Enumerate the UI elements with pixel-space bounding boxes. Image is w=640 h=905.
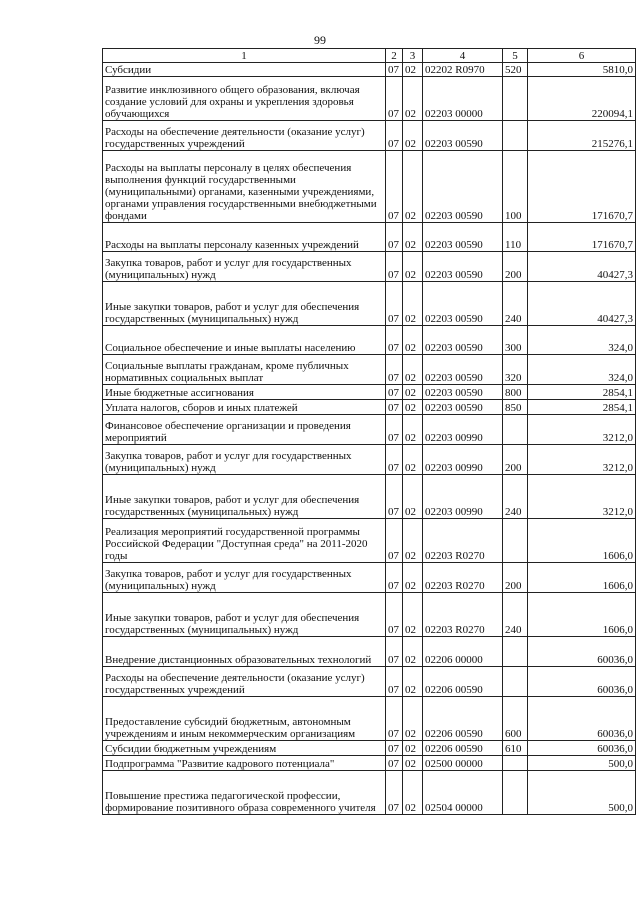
row-subsection: 02 <box>403 121 423 151</box>
table-row <box>103 282 636 326</box>
row-expense-type: 610 <box>503 741 528 756</box>
row-section: 07 <box>386 121 403 151</box>
row-expense-type <box>503 415 528 445</box>
row-expense-type: 850 <box>503 400 528 415</box>
table-row <box>103 326 636 355</box>
row-subsection: 02 <box>403 445 423 475</box>
row-subsection: 02 <box>403 282 423 326</box>
row-name: Расходы на выплаты персоналу в целях обеспечения выполнения функций государственными (муниципальными) органами, казенными учреждениями, органами управления государственными внебюджетными фондами <box>103 151 386 223</box>
row-expense-type: 600 <box>503 697 528 741</box>
row-amount: 60036,0 <box>528 741 636 756</box>
row-subsection: 02 <box>403 63 423 77</box>
row-subsection: 02 <box>403 151 423 223</box>
row-amount: 215276,1 <box>528 121 636 151</box>
row-target-article: 02504 00000 <box>423 771 503 815</box>
row-subsection: 02 <box>403 223 423 252</box>
row-target-article: 02203 00990 <box>423 475 503 519</box>
header-target-article: 4 <box>423 49 503 63</box>
row-section: 07 <box>386 697 403 741</box>
row-section: 07 <box>386 252 403 282</box>
row-target-article: 02203 R0270 <box>423 519 503 563</box>
row-expense-type <box>503 77 528 121</box>
row-expense-type <box>503 637 528 667</box>
row-name: Социальное обеспечение и иные выплаты населению <box>103 326 386 355</box>
row-section: 07 <box>386 637 403 667</box>
row-expense-type <box>503 667 528 697</box>
row-expense-type <box>503 771 528 815</box>
row-section: 07 <box>386 445 403 475</box>
header-row <box>103 49 636 63</box>
row-amount: 1606,0 <box>528 563 636 593</box>
row-amount: 2854,1 <box>528 400 636 415</box>
row-amount: 5810,0 <box>528 63 636 77</box>
row-amount: 3212,0 <box>528 445 636 475</box>
table-row <box>103 445 636 475</box>
row-subsection: 02 <box>403 400 423 415</box>
row-target-article: 02203 00590 <box>423 400 503 415</box>
row-name: Предоставление субсидий бюджетным, автономным учреждениям и иным некоммерческим организациям <box>103 697 386 741</box>
row-section: 07 <box>386 326 403 355</box>
table-row <box>103 637 636 667</box>
row-amount: 324,0 <box>528 355 636 385</box>
row-amount: 220094,1 <box>528 77 636 121</box>
table-row <box>103 593 636 637</box>
table-row <box>103 223 636 252</box>
row-subsection: 02 <box>403 77 423 121</box>
row-subsection: 02 <box>403 475 423 519</box>
row-subsection: 02 <box>403 756 423 771</box>
row-target-article: 02203 00590 <box>423 282 503 326</box>
row-expense-type: 200 <box>503 252 528 282</box>
table-row <box>103 252 636 282</box>
header-subsection: 3 <box>403 49 423 63</box>
row-target-article: 02203 R0270 <box>423 563 503 593</box>
row-section: 07 <box>386 223 403 252</box>
row-target-article: 02203 R0270 <box>423 593 503 637</box>
row-amount: 60036,0 <box>528 667 636 697</box>
row-target-article: 02203 00990 <box>423 445 503 475</box>
row-amount: 500,0 <box>528 771 636 815</box>
header-amount: 6 <box>528 49 636 63</box>
row-section: 07 <box>386 355 403 385</box>
row-expense-type: 240 <box>503 593 528 637</box>
table-row <box>103 667 636 697</box>
table-body <box>103 63 636 815</box>
table-row <box>103 756 636 771</box>
row-section: 07 <box>386 519 403 563</box>
table-row <box>103 771 636 815</box>
table-row <box>103 400 636 415</box>
row-expense-type: 800 <box>503 385 528 400</box>
row-amount: 324,0 <box>528 326 636 355</box>
row-name: Иные закупки товаров, работ и услуг для обеспечения государственных (муниципальных) нужд <box>103 593 386 637</box>
row-target-article: 02203 00990 <box>423 415 503 445</box>
table-row <box>103 355 636 385</box>
table-row <box>103 475 636 519</box>
row-name: Развитие инклюзивного общего образования, включая создание условий для охраны и укрепления здоровья обучающихся <box>103 77 386 121</box>
row-name: Субсидии бюджетным учреждениям <box>103 741 386 756</box>
header-section: 2 <box>386 49 403 63</box>
row-amount: 500,0 <box>528 756 636 771</box>
row-subsection: 02 <box>403 385 423 400</box>
row-subsection: 02 <box>403 519 423 563</box>
table-row <box>103 77 636 121</box>
row-section: 07 <box>386 771 403 815</box>
row-amount: 171670,7 <box>528 223 636 252</box>
table-row <box>103 63 636 77</box>
table-row <box>103 385 636 400</box>
row-amount: 171670,7 <box>528 151 636 223</box>
table-row <box>103 151 636 223</box>
row-expense-type <box>503 756 528 771</box>
row-expense-type: 200 <box>503 445 528 475</box>
row-name: Подпрограмма "Развитие кадрового потенциала" <box>103 756 386 771</box>
row-expense-type: 100 <box>503 151 528 223</box>
row-section: 07 <box>386 385 403 400</box>
page-number: 99 <box>314 33 326 47</box>
row-expense-type: 110 <box>503 223 528 252</box>
row-subsection: 02 <box>403 593 423 637</box>
row-subsection: 02 <box>403 741 423 756</box>
row-amount: 3212,0 <box>528 415 636 445</box>
row-section: 07 <box>386 593 403 637</box>
row-subsection: 02 <box>403 326 423 355</box>
row-subsection: 02 <box>403 771 423 815</box>
row-amount: 2854,1 <box>528 385 636 400</box>
row-section: 07 <box>386 415 403 445</box>
row-target-article: 02203 00590 <box>423 252 503 282</box>
row-target-article: 02203 00590 <box>423 385 503 400</box>
row-target-article: 02203 00590 <box>423 223 503 252</box>
row-name: Иные закупки товаров, работ и услуг для обеспечения государственных (муниципальных) нужд <box>103 282 386 326</box>
row-name: Реализация мероприятий государственной программы Российской Федерации "Доступная среда" на 2011-2020 годы <box>103 519 386 563</box>
row-section: 07 <box>386 77 403 121</box>
row-name: Расходы на выплаты персоналу казенных учреждений <box>103 223 386 252</box>
row-name: Внедрение дистанционных образовательных технологий <box>103 637 386 667</box>
row-section: 07 <box>386 756 403 771</box>
row-section: 07 <box>386 282 403 326</box>
row-amount: 3212,0 <box>528 475 636 519</box>
row-subsection: 02 <box>403 563 423 593</box>
row-subsection: 02 <box>403 252 423 282</box>
row-target-article: 02203 00590 <box>423 355 503 385</box>
row-name: Финансовое обеспечение организации и проведения мероприятий <box>103 415 386 445</box>
table-row <box>103 415 636 445</box>
row-name: Расходы на обеспечение деятельности (оказание услуг) государственных учреждений <box>103 121 386 151</box>
row-subsection: 02 <box>403 697 423 741</box>
row-expense-type: 240 <box>503 282 528 326</box>
row-name: Субсидии <box>103 63 386 77</box>
row-target-article: 02206 00590 <box>423 697 503 741</box>
row-expense-type: 240 <box>503 475 528 519</box>
row-target-article: 02206 00590 <box>423 667 503 697</box>
row-subsection: 02 <box>403 667 423 697</box>
row-name: Расходы на обеспечение деятельности (оказание услуг) государственных учреждений <box>103 667 386 697</box>
row-amount: 60036,0 <box>528 637 636 667</box>
table-row <box>103 519 636 563</box>
row-name: Закупка товаров, работ и услуг для государственных (муниципальных) нужд <box>103 445 386 475</box>
row-expense-type <box>503 519 528 563</box>
row-amount: 1606,0 <box>528 519 636 563</box>
table-row <box>103 741 636 756</box>
row-name: Иные закупки товаров, работ и услуг для обеспечения государственных (муниципальных) нужд <box>103 475 386 519</box>
row-expense-type: 300 <box>503 326 528 355</box>
row-name: Иные бюджетные ассигнования <box>103 385 386 400</box>
row-target-article: 02202 R0970 <box>423 63 503 77</box>
row-subsection: 02 <box>403 355 423 385</box>
table-row <box>103 697 636 741</box>
row-subsection: 02 <box>403 415 423 445</box>
row-name: Социальные выплаты гражданам, кроме публичных нормативных социальных выплат <box>103 355 386 385</box>
row-name: Закупка товаров, работ и услуг для государственных (муниципальных) нужд <box>103 563 386 593</box>
row-amount: 1606,0 <box>528 593 636 637</box>
row-target-article: 02203 00590 <box>423 326 503 355</box>
row-section: 07 <box>386 741 403 756</box>
table-row <box>103 121 636 151</box>
row-subsection: 02 <box>403 637 423 667</box>
row-amount: 60036,0 <box>528 697 636 741</box>
row-expense-type: 520 <box>503 63 528 77</box>
row-expense-type: 320 <box>503 355 528 385</box>
row-section: 07 <box>386 400 403 415</box>
row-name: Уплата налогов, сборов и иных платежей <box>103 400 386 415</box>
budget-table <box>102 48 636 815</box>
row-name: Закупка товаров, работ и услуг для государственных (муниципальных) нужд <box>103 252 386 282</box>
header-name: 1 <box>103 49 386 63</box>
row-target-article: 02206 00000 <box>423 637 503 667</box>
row-target-article: 02203 00000 <box>423 77 503 121</box>
row-expense-type: 200 <box>503 563 528 593</box>
row-amount: 40427,3 <box>528 252 636 282</box>
row-amount: 40427,3 <box>528 282 636 326</box>
row-section: 07 <box>386 63 403 77</box>
row-name: Повышение престижа педагогической профессии, формирование позитивного образа современного учителя <box>103 771 386 815</box>
row-target-article: 02203 00590 <box>423 151 503 223</box>
header-expense-type: 5 <box>503 49 528 63</box>
row-target-article: 02500 00000 <box>423 756 503 771</box>
row-section: 07 <box>386 475 403 519</box>
row-target-article: 02206 00590 <box>423 741 503 756</box>
row-section: 07 <box>386 667 403 697</box>
table-row <box>103 563 636 593</box>
row-expense-type <box>503 121 528 151</box>
row-section: 07 <box>386 151 403 223</box>
row-section: 07 <box>386 563 403 593</box>
row-target-article: 02203 00590 <box>423 121 503 151</box>
